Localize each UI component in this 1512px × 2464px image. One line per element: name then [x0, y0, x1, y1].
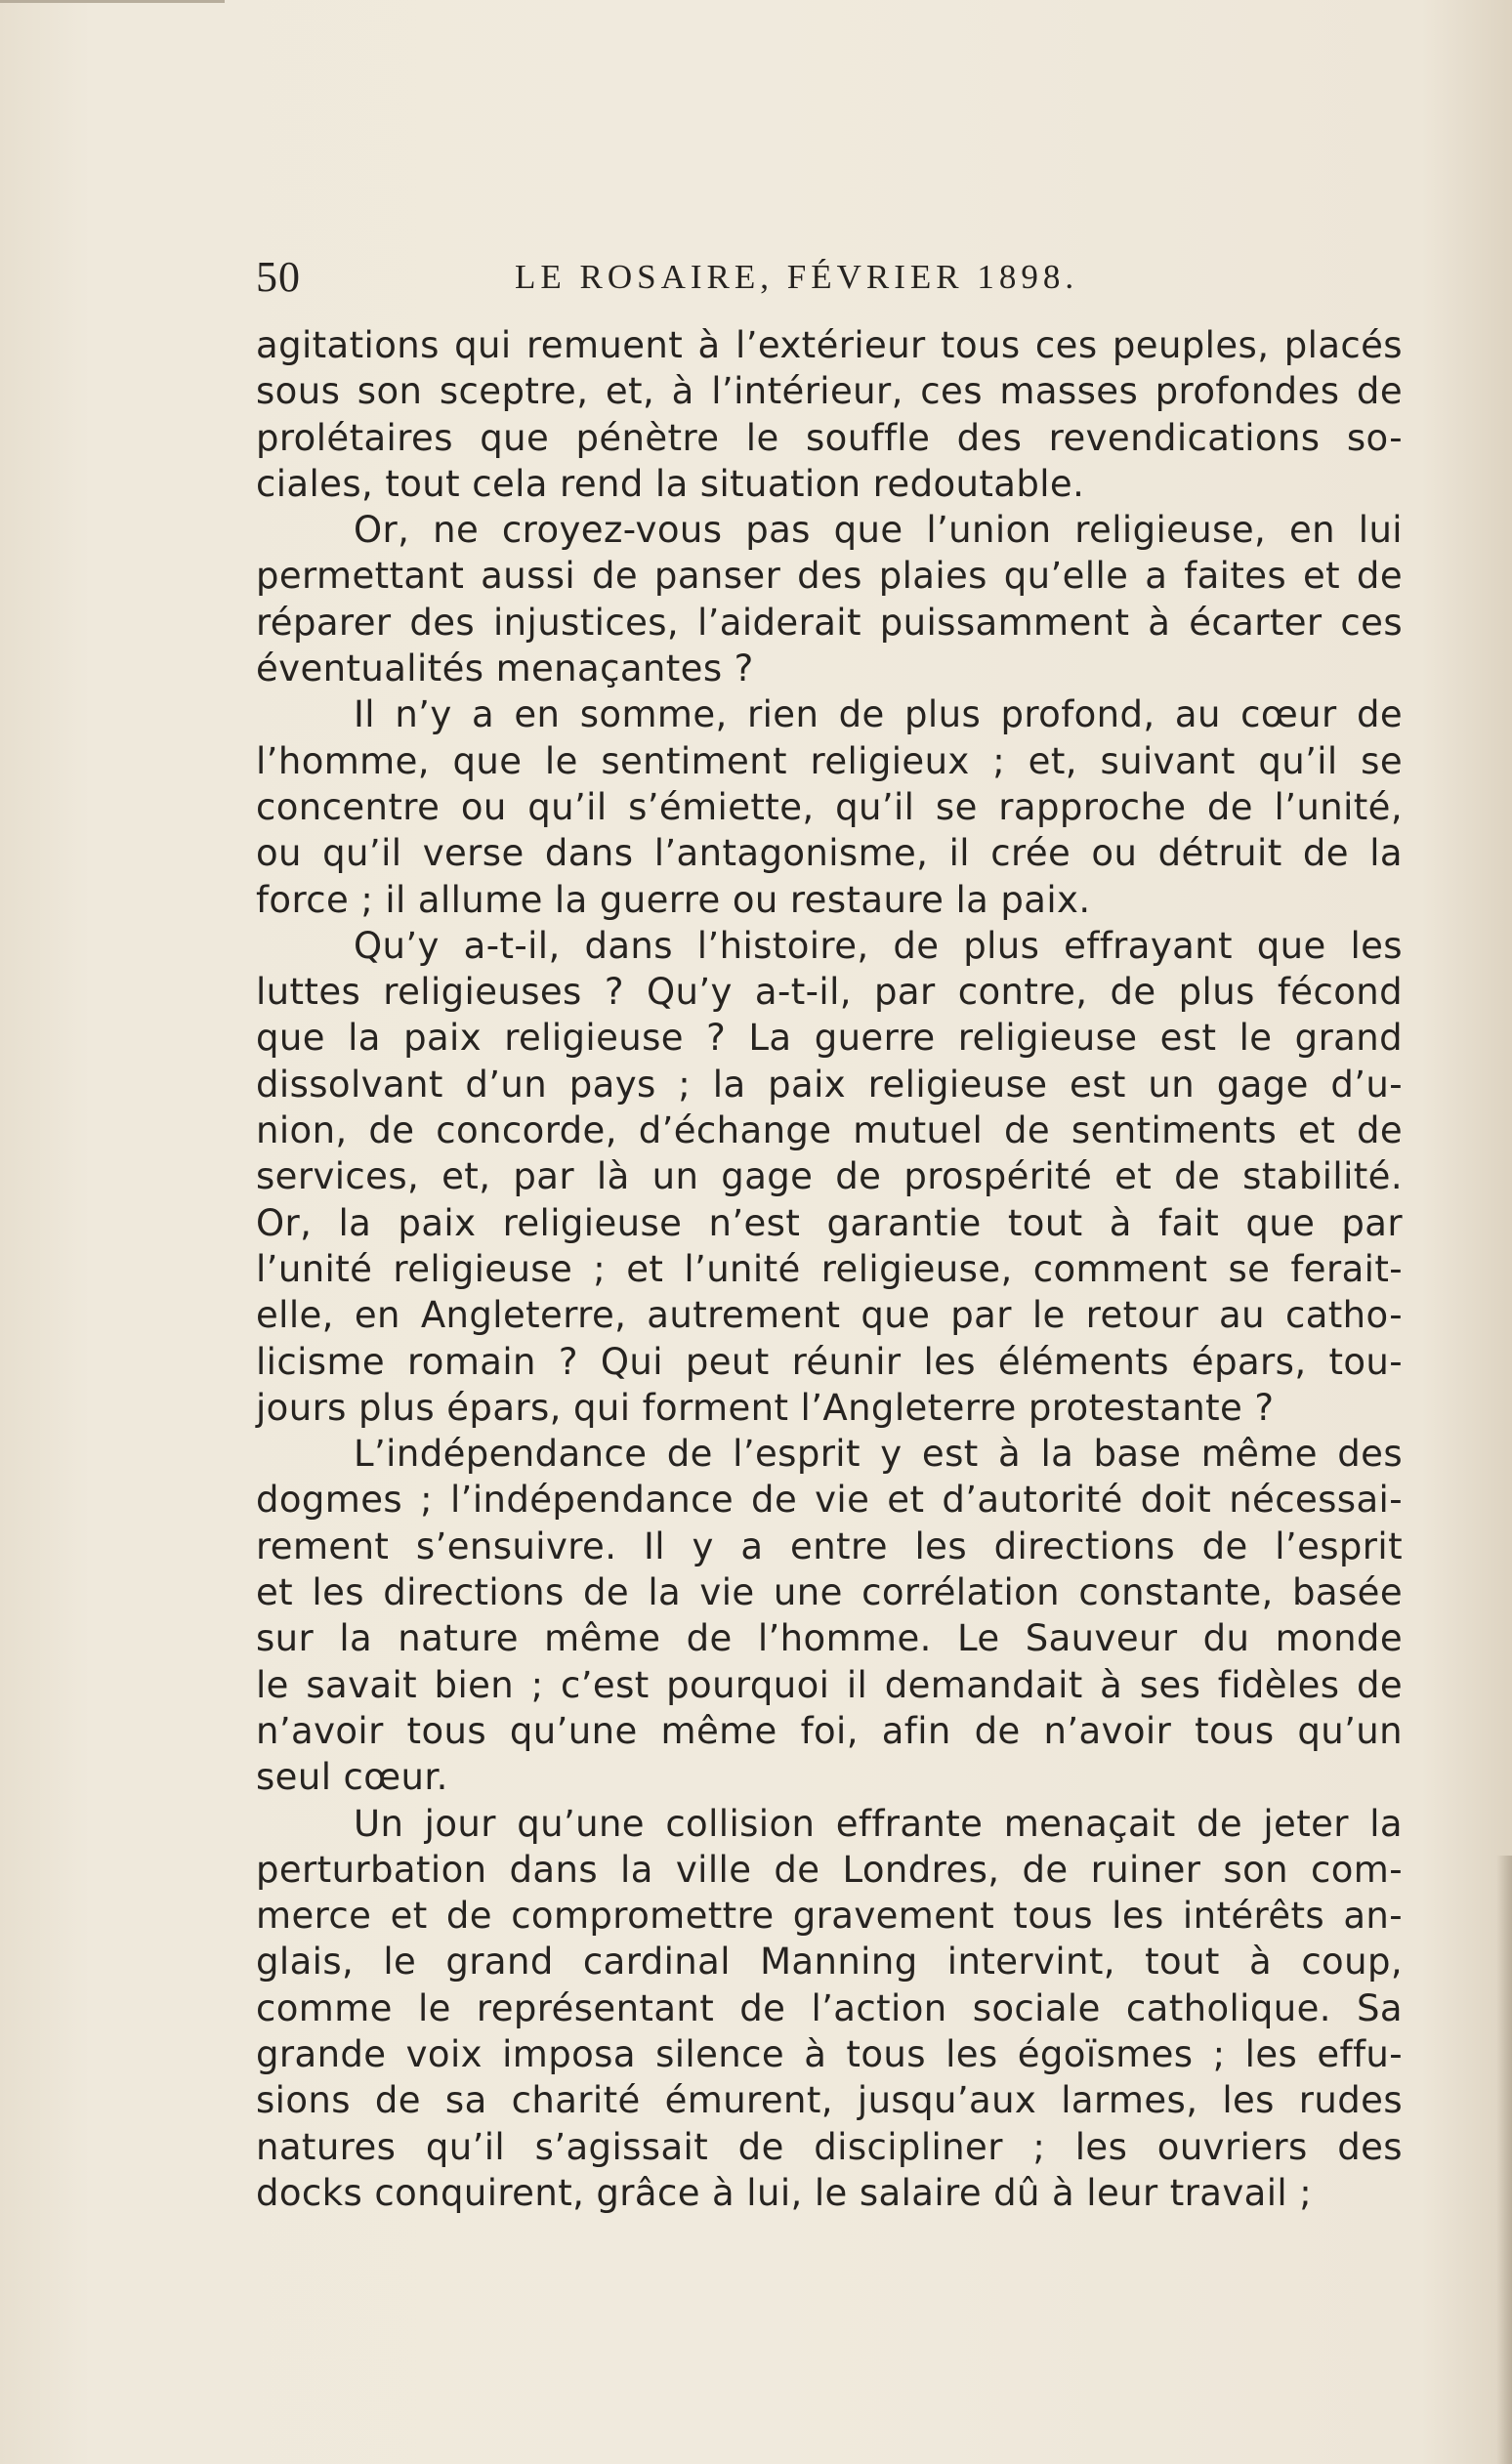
text-line: Qu’y a-t-il, dans l’histoire, de plus effrayant que les — [354, 924, 1403, 967]
text-line: natures qu’il s’agissait de discipliner ; les ouvriers des — [256, 2125, 1403, 2168]
paragraph — [256, 1431, 1403, 1800]
scan-edge-rule — [0, 0, 225, 3]
page-number: 50 — [256, 253, 301, 301]
text-line: services, et, par là un gage de prospérité et de stabilité. — [256, 1155, 1403, 1198]
text-line: rement s’ensuivre. Il y a entre les directions de l’esprit — [256, 1524, 1403, 1567]
paragraph — [256, 322, 1403, 507]
text-line: glais, le grand cardinal Manning intervint, tout à coup, — [256, 1941, 1403, 1984]
text-line: Il n’y a en somme, rien de plus profond, au cœur de — [354, 693, 1403, 736]
body-text — [256, 322, 1403, 2216]
text-line: l’homme, que le sentiment religieux ; et, suivant qu’il se — [256, 739, 1403, 782]
text-line: sous son sceptre, et, à l’intérieur, ces masses profondes de — [256, 370, 1403, 413]
text-line: prolétaires que pénètre le souffle des revendications so- — [256, 416, 1403, 459]
text-line: merce et de compromettre gravement tous les intérêts an- — [256, 1895, 1403, 1938]
text-line: ou qu’il verse dans l’antagonisme, il crée ou détruit de la — [256, 832, 1403, 875]
text-line: le savait bien ; c’est pourquoi il demandait à ses fidèles de — [256, 1663, 1403, 1706]
text-line: que la paix religieuse ? La guerre religieuse est le grand — [256, 1017, 1403, 1060]
text-line: sur la nature même de l’homme. Le Sauveur du monde — [256, 1617, 1403, 1660]
text-line: comme le représentant de l’action sociale catholique. Sa — [256, 1986, 1403, 2029]
text-line: Un jour qu’une collision effrante menaçait de jeter la — [354, 1802, 1403, 1845]
text-line: nion, de concorde, d’échange mutuel de sentiments et de — [256, 1109, 1403, 1152]
text-line: permettant aussi de panser des plaies qu’elle a faites et de — [256, 555, 1403, 598]
text-line: n’avoir tous qu’une même foi, afin de n’avoir tous qu’un — [256, 1709, 1403, 1752]
text-line: force ; il allume la guerre ou restaure la paix. — [256, 878, 1091, 921]
text-line: dissolvant d’un pays ; la paix religieuse est un gage d’u- — [256, 1063, 1403, 1106]
text-line: agitations qui remuent à l’extérieur tous ces peuples, placés — [256, 324, 1403, 366]
text-line: luttes religieuses ? Qu’y a-t-il, par contre, de plus fécond — [256, 971, 1403, 1014]
text-line: concentre ou qu’il s’émiette, qu’il se rapproche de l’unité, — [256, 785, 1403, 828]
text-line: jours plus épars, qui forment l’Angleterre protestante ? — [256, 1386, 1275, 1429]
text-line: sions de sa charité émurent, jusqu’aux larmes, les rudes — [256, 2079, 1403, 2122]
text-line: elle, en Angleterre, autrement que par le retour au catho- — [256, 1294, 1403, 1337]
page-edge-shadow — [1496, 1856, 1512, 2464]
paragraph — [256, 923, 1403, 1431]
paragraph — [256, 691, 1403, 922]
text-line: docks conquirent, grâce à lui, le salaire dû à leur travail ; — [256, 2171, 1313, 2214]
text-line: l’unité religieuse ; et l’unité religieuse, comment se ferait- — [256, 1247, 1403, 1290]
text-line: seul cœur. — [256, 1756, 448, 1799]
text-line: grande voix imposa silence à tous les égoïsmes ; les effu- — [256, 2032, 1403, 2075]
text-line: dogmes ; l’indépendance de vie et d’autorité doit nécessai- — [256, 1479, 1403, 1522]
text-line: perturbation dans la ville de Londres, de ruiner son com- — [256, 1848, 1403, 1891]
text-line: Or, ne croyez-vous pas que l’union religieuse, en lui — [354, 509, 1403, 552]
text-line: et les directions de la vie une corrélation constante, basée — [256, 1571, 1403, 1614]
text-line: réparer des injustices, l’aiderait puissamment à écarter ces — [256, 601, 1403, 644]
text-line: ciales, tout cela rend la situation redoutable. — [256, 462, 1085, 505]
text-line: licisme romain ? Qui peut réunir les éléments épars, tou- — [256, 1340, 1403, 1383]
text-line: L’indépendance de l’esprit y est à la base même des — [354, 1433, 1403, 1476]
running-head: LE ROSAIRE, FÉVRIER 1898. — [515, 258, 1079, 296]
text-line: Or, la paix religieuse n’est garantie tout à fait que par — [256, 1201, 1403, 1244]
text-line: éventualités menaçantes ? — [256, 647, 754, 690]
page-header — [256, 252, 1408, 301]
paragraph — [256, 1801, 1403, 2217]
paragraph — [256, 507, 1403, 691]
